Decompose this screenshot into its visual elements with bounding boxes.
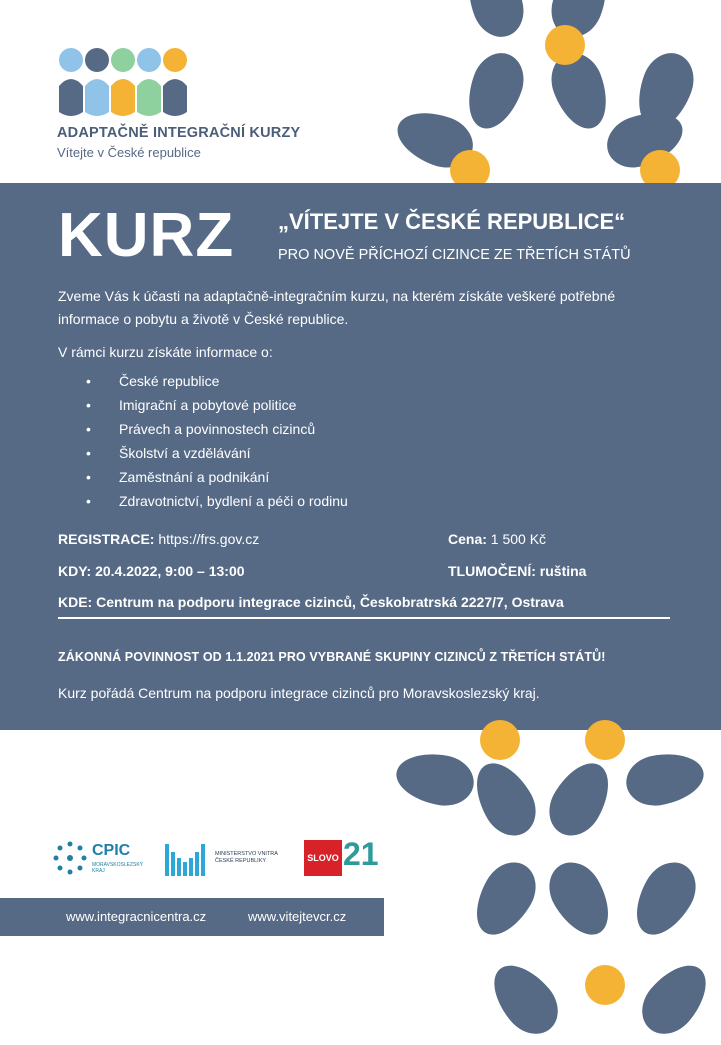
interpreting-label: TLUMOČENÍ:	[448, 563, 536, 579]
interpreting-info	[448, 563, 586, 579]
intro-text: Zveme Vás k účasti na adaptačně-integračním kurzu, na kterém získáte veškeré potřebné informace o pobytu a životě v České republice.	[58, 288, 616, 327]
logo-subtitle: Vítejte v České republice	[57, 145, 201, 160]
registration-link[interactable]: https://frs.gov.cz	[158, 531, 260, 547]
footer-link-vitejtevcr[interactable]: www.vitejtevcr.cz	[248, 909, 347, 924]
topic-item: • České republice	[86, 369, 348, 393]
location-value: Centrum na podporu integrace cizinců, Českobratrská 2227/7, Ostrava	[96, 594, 564, 610]
topic-item: • Zdravotnictví, bydlení a péči o rodinu	[86, 489, 348, 513]
topics-lead: V rámci kurzu získáte informace o:	[58, 344, 273, 360]
topic-item: • Imigrační a pobytové politice	[86, 393, 348, 417]
cpic-logo-text: CPIC	[92, 842, 131, 859]
location-info	[58, 594, 564, 610]
logo-people-icon	[57, 46, 193, 120]
price-label: Cena:	[448, 531, 487, 547]
footer-bar	[0, 898, 384, 936]
price-value: 1 500 Kč	[490, 531, 547, 547]
date-value: 20.4.2022, 9:00 – 13:00	[95, 563, 245, 579]
ministry-logo-icon	[165, 840, 209, 876]
main-info-panel	[0, 183, 721, 730]
topic-item: • Školství a vzdělávání	[86, 441, 348, 465]
date-info	[58, 563, 245, 579]
kurz-heading: KURZ	[58, 201, 235, 270]
date-label: KDY:	[58, 563, 92, 579]
ministry-logo-text: MINISTERSTVO VNITRA ČESKÉ REPUBLIKY	[215, 851, 278, 864]
location-label: KDE:	[58, 594, 93, 610]
logo-title: ADAPTAČNĚ INTEGRAČNÍ KURZY	[57, 125, 301, 141]
topics-list	[86, 369, 348, 513]
organizer-text: Kurz pořádá Centrum na podporu integrace cizinců pro Moravskoslezský kraj.	[58, 685, 540, 701]
price-info	[448, 531, 546, 547]
topic-item: • Zaměstnání a podnikání	[86, 465, 348, 489]
topic-item: • Právech a povinnostech cizinců	[86, 417, 348, 441]
legal-warning: ZÁKONNÁ POVINNOST OD 1.1.2021 PRO VYBRANÉ SKUPINY CIZINCŮ Z TŘETÍCH STÁTŮ!	[58, 650, 606, 664]
course-title: „VÍTEJTE V ČESKÉ REPUBLICE“	[278, 209, 626, 234]
cpic-logo-icon	[52, 840, 88, 876]
interpreting-value: ruština	[539, 563, 587, 579]
course-subtitle: PRO NOVĚ PŘÍCHOZÍ CIZINCE ZE TŘETÍCH STÁTŮ	[278, 247, 631, 263]
slovo21-logo-number: 21	[343, 836, 379, 872]
cpic-logo-subtext: MORAVSKOSLEZSKÝ KRAJ	[92, 862, 144, 874]
slovo21-logo-box: SLOVO	[304, 840, 342, 876]
registration-info	[58, 531, 259, 547]
divider	[58, 617, 670, 619]
registration-label: REGISTRACE:	[58, 531, 155, 547]
footer-link-integracnicentra[interactable]: www.integracnicentra.cz	[66, 909, 207, 924]
